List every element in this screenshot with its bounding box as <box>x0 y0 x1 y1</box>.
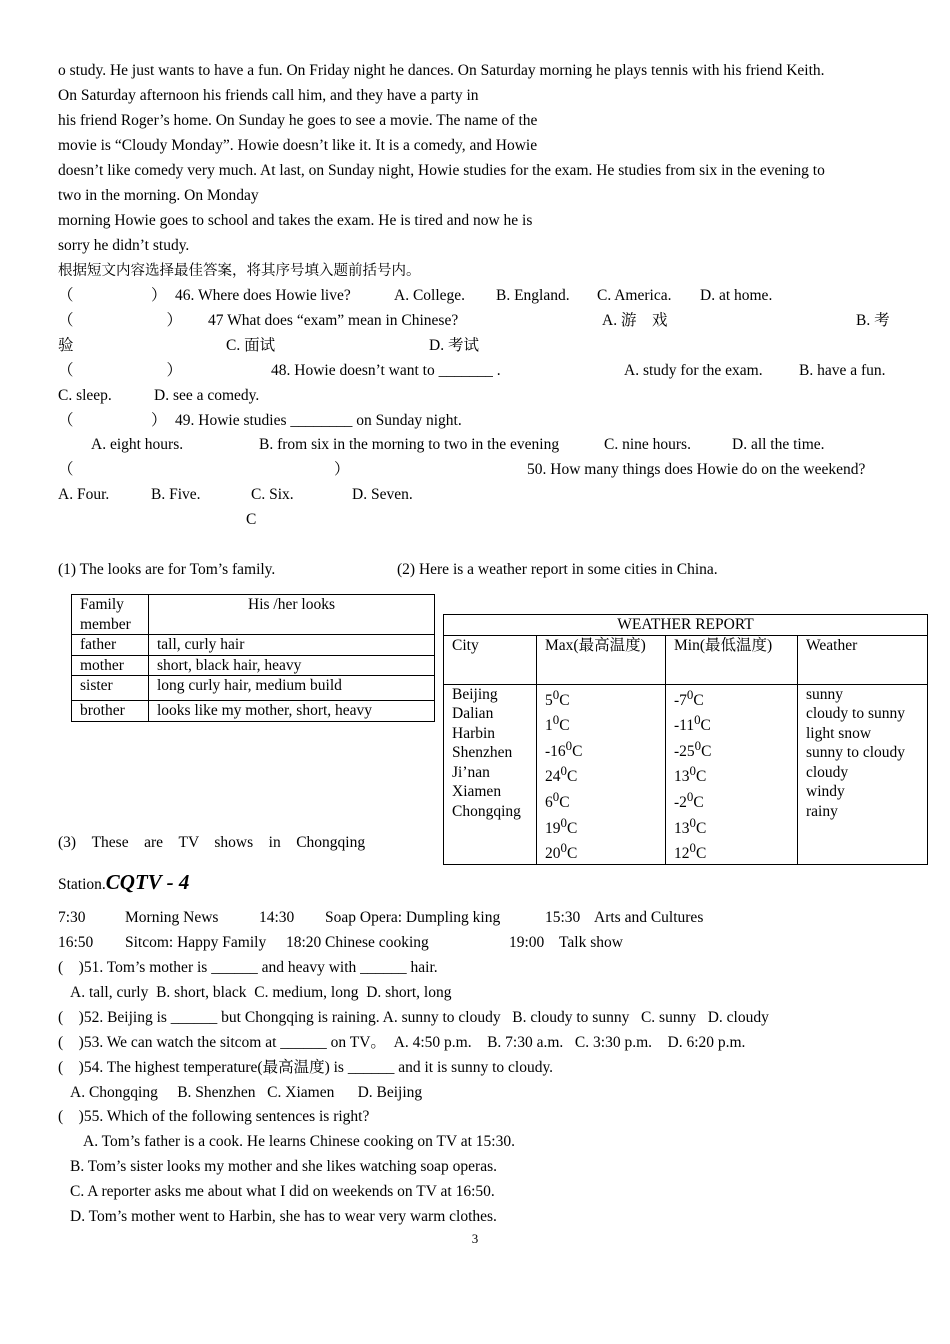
q46-option-b: B. England. <box>496 287 570 304</box>
tv-channel-name: CQTV - 4 <box>105 870 190 894</box>
q49-stem: 49. Howie studies ________ on Sunday night. <box>175 412 462 429</box>
city-column <box>444 684 537 865</box>
q48-option-b: B. have a fun. <box>799 362 886 379</box>
q55-option-a: A. Tom’s father is a cook. He learns Chinese cooking on TV at 15:30. <box>83 1133 515 1150</box>
passage-line: On Saturday afternoon his friends call him, and they have a party in <box>58 87 479 104</box>
max-temp-cell: $24^0C$ <box>545 763 578 786</box>
q49-option-b: B. from six in the morning to two in the evening <box>259 436 560 453</box>
header-looks: His /her looks <box>149 595 435 635</box>
q52-stem: ( )52. Beijing is ______ but Chongqing is raining. A. sunny to cloudy B. cloudy to sunny C. sunny D. cloudy <box>58 1009 769 1026</box>
max-temp-cell: $-16^0C$ <box>545 737 583 760</box>
city-cell: Ji’nan <box>452 763 490 781</box>
passage-line: morning Howie goes to school and takes the exam. He is tired and now he is <box>58 212 533 229</box>
tv-station-line <box>58 868 189 899</box>
header-family-member: Family member <box>72 595 149 635</box>
min-temp-cell: $12^0C$ <box>674 840 707 863</box>
looks-cell: short, black hair, heavy <box>149 655 435 676</box>
q46-option-c: C. America. <box>597 287 672 304</box>
max-temp-cell: $6^0C$ <box>545 789 570 812</box>
q47-option-c: C. 面试 <box>226 337 276 354</box>
tv-station-label: Station. <box>58 876 106 893</box>
member-cell: mother <box>72 655 149 676</box>
q53-stem: ( )53. We can watch the sitcom at ______ on TV。 A. 4:50 p.m. B. 7:30 a.m. C. 3:30 p.m. D. 6:20 p.m. <box>58 1034 746 1051</box>
table-header-row <box>72 595 435 635</box>
weather-cell: cloudy <box>806 763 849 781</box>
weather-cell: rainy <box>806 802 838 820</box>
tv-show: Chinese cooking <box>325 934 429 951</box>
tv-time: 19:00 <box>509 934 545 951</box>
tv-show: Sitcom: Happy Family <box>125 934 267 951</box>
tv-time: 15:30 <box>545 909 581 926</box>
member-cell: sister <box>72 676 149 701</box>
q55-option-c: C. A reporter asks me about what I did on weekends on TV at 16:50. <box>70 1183 495 1200</box>
q50-option-b: B. Five. <box>151 486 201 503</box>
max-temp-cell: $20^0C$ <box>545 840 578 863</box>
q54-options: A. Chongqing B. Shenzhen C. Xiamen D. Beijing <box>70 1084 423 1101</box>
q51-options: A. tall, curly B. short, black C. medium, long D. short, long <box>70 984 452 1001</box>
member-cell: brother <box>72 701 149 722</box>
tv-intro: (3) These are TV shows in Chongqing <box>58 834 366 851</box>
q55-option-d: D. Tom’s mother went to Harbin, she has to wear very warm clothes. <box>70 1208 497 1225</box>
min-temp-cell: $-7^0C$ <box>674 686 704 709</box>
table-row <box>444 684 928 865</box>
q48-paren: （ ） <box>58 362 183 379</box>
q50-option-a: A. Four. <box>58 486 110 503</box>
q48-option-d: D. see a comedy. <box>154 387 260 404</box>
page-number: 3 <box>471 1231 479 1246</box>
passage-line: two in the morning. On Monday <box>58 187 259 204</box>
q48-option-c: C. sleep. <box>58 387 112 404</box>
table-row <box>72 676 435 701</box>
q48-stem: 48. Howie doesn’t want to _______ . <box>271 362 501 379</box>
header-max: Max(最高温度) <box>537 635 666 684</box>
tv-show: Talk show <box>559 934 623 951</box>
header-city: City <box>444 635 537 684</box>
q50-option-c: C. Six. <box>251 486 294 503</box>
q48-option-a: A. study for the exam. <box>624 362 763 379</box>
tv-show: Soap Opera: Dumpling king <box>325 909 501 926</box>
q47-stem: 47 What does “exam” mean in Chinese? <box>208 312 459 329</box>
weather-cell: windy <box>806 783 845 800</box>
tv-time: 18:20 <box>286 934 322 951</box>
family-looks-table <box>71 594 435 722</box>
looks-cell: looks like my mother, short, heavy <box>149 701 435 722</box>
q54-stem: ( )54. The highest temperature(最高温度) is ______ and it is sunny to cloudy. <box>58 1059 554 1076</box>
weather-report-title: WEATHER REPORT <box>444 615 928 636</box>
city-cell: Xiamen <box>452 783 502 800</box>
q46-stem: 46. Where does Howie live? <box>175 287 351 304</box>
weather-column <box>798 684 928 865</box>
min-temp-cell: $13^0C$ <box>674 763 707 786</box>
q50-stem: 50. How many things does Howie do on the weekend? <box>527 461 866 478</box>
q51-stem: ( )51. Tom’s mother is ______ and heavy with ______ hair. <box>58 959 438 976</box>
looks-cell: long curly hair, medium build <box>149 676 435 701</box>
weather-cell: light snow <box>806 724 872 742</box>
tv-show: Morning News <box>125 909 219 926</box>
max-temp-cell: $19^0C$ <box>545 814 578 837</box>
city-cell: Beijing <box>452 685 498 703</box>
passage-line: sorry he didn’t study. <box>58 237 190 254</box>
min-temp-cell: $-2^0C$ <box>674 789 704 812</box>
q47-option-b-cont: 验 <box>58 337 74 354</box>
passage-line: movie is “Cloudy Monday”. Howie doesn’t like it. It is a comedy, and Howie <box>58 137 538 154</box>
city-cell: Dalian <box>452 705 494 722</box>
tv-show: Arts and Cultures <box>594 909 704 926</box>
q49-option-a: A. eight hours. <box>91 436 184 453</box>
q49-option-d: D. all the time. <box>732 436 825 453</box>
min-temp-cell: $-11^0C$ <box>674 712 711 735</box>
q55-stem: ( )55. Which of the following sentences is right? <box>58 1108 370 1125</box>
q50-paren-close: ） <box>334 461 350 478</box>
table-row <box>72 701 435 722</box>
caption-weather: (2) Here is a weather report in some cities in China. <box>397 561 718 578</box>
min-temp-cell: $-25^0C$ <box>674 737 712 760</box>
q49-paren: （ ） <box>58 412 167 429</box>
tv-time: 16:50 <box>58 934 94 951</box>
max-column <box>537 684 666 865</box>
q46-option-d: D. at home. <box>700 287 773 304</box>
looks-cell: tall, curly hair <box>149 635 435 656</box>
q50-paren-open: （ <box>58 461 74 478</box>
weather-cell: sunny to cloudy <box>806 744 906 761</box>
section-letter: C <box>246 511 257 528</box>
weather-cell: cloudy to sunny <box>806 705 906 722</box>
city-cell: Harbin <box>452 724 496 742</box>
max-temp-cell: $5^0C$ <box>545 686 570 709</box>
weather-cell: sunny <box>806 685 844 703</box>
q47-paren: （ ） <box>58 312 183 329</box>
q46-paren: （ ） <box>58 287 167 304</box>
q49-option-c: C. nine hours. <box>604 436 691 453</box>
table-row <box>72 655 435 676</box>
city-cell: Chongqing <box>452 802 521 820</box>
member-cell: father <box>72 635 149 656</box>
caption-family: (1) The looks are for Tom’s family. <box>58 561 276 578</box>
min-temp-cell: $13^0C$ <box>674 814 707 837</box>
q46-option-a: A. College. <box>394 287 466 304</box>
city-cell: Shenzhen <box>452 744 513 761</box>
q47-option-b: B. 考 <box>856 312 890 329</box>
instruction: 根据短文内容选择最佳答案，将其序号填入题前括号内。 <box>58 263 421 279</box>
header-min: Min(最低温度) <box>666 635 798 684</box>
table-row <box>72 635 435 656</box>
q55-option-b: B. Tom’s sister looks my mother and she likes watching soap operas. <box>70 1158 497 1175</box>
table-header-row <box>444 635 928 684</box>
tv-time: 14:30 <box>259 909 295 926</box>
q47-option-a: A. 游 戏 <box>602 312 668 329</box>
tv-time: 7:30 <box>58 909 86 926</box>
passage-line: o study. He just wants to have a fun. On Friday night he dances. On Saturday morning he plays tennis with his friend Keith. <box>58 62 825 79</box>
weather-report-table <box>443 614 928 865</box>
header-weather: Weather <box>798 635 928 684</box>
q47-option-d: D. 考试 <box>429 337 479 354</box>
max-temp-cell: $1^0C$ <box>545 712 570 735</box>
min-column <box>666 684 798 865</box>
passage-line: doesn’t like comedy very much. At last, on Sunday night, Howie studies for the exam. He studies from six in the evening to <box>58 162 825 179</box>
passage-line: his friend Roger’s home. On Sunday he goes to see a movie. The name of the <box>58 112 538 129</box>
q50-option-d: D. Seven. <box>352 486 413 503</box>
